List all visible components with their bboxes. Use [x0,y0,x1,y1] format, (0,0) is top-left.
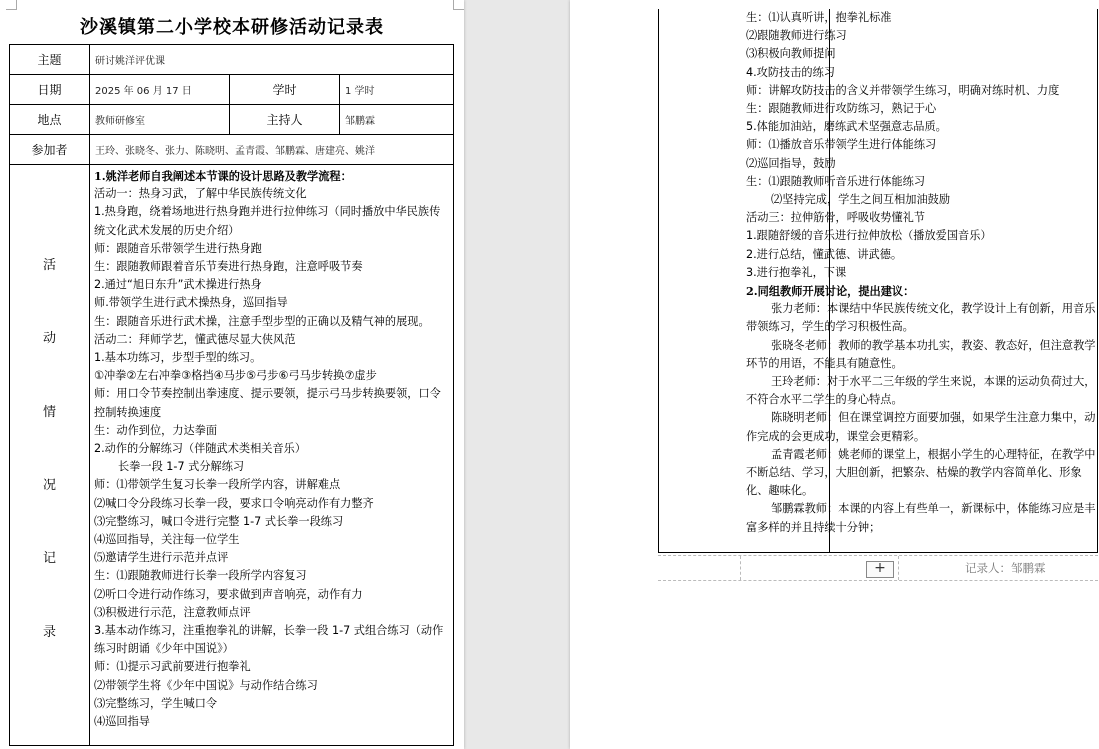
record-line: 生：跟随音乐进行武术操，注意手型步型的正确以及精气神的展现。 [94,314,430,328]
record-line: ⑶完整练习，学生喊口令 [94,696,218,710]
record-line: 生：跟随教师跟着音乐节奏进行热身跑，注意呼吸节奏 [94,260,363,274]
record-line: 1.热身跑，绕着场地进行热身跑并进行拉伸练习（同时播放中华民族传统文化武术发展的历史介绍） [94,205,441,237]
record-line: ⑸邀请学生进行示范并点评 [94,551,229,565]
record-line: 生：⑴认真听讲，抱拳礼标准 [746,11,892,24]
record-line: 2.通过“旭日东升”武术操进行热身 [94,278,262,292]
record-line: 5.体能加油站，磨练武术坚强意志品质。 [746,120,947,134]
recorder-label: 记录人：邹鹏霖 [965,561,1046,575]
host-label: 主持人 [230,105,340,135]
record-line: 1.基本功练习，步型手型的练习。 [94,351,262,365]
record-line: 张力老师：本课结中华民族传统文化，教学设计上有创新，用音乐带领练习，学生的学习积极性高。 [746,302,1096,334]
record-line: 师：跟随音乐带领学生进行热身跑 [94,241,262,255]
record-line: 孟青霞老师：姚老师的课堂上，根据小学生的心理特征，在教学中不断总结、学习，大胆创新，把繁杂、枯燥的教学内容简单化、形象化、趣味化。 [746,447,1096,498]
record-line: 师：⑴播放音乐带领学生进行体能练习 [746,138,937,152]
record-line: 师：⑴提示习武前要进行抱拳礼 [94,660,251,674]
continued-record-content[interactable] [746,9,1098,537]
record-line: 师：⑴带领学生复习长拳一段所学内容，讲解难点 [94,478,341,492]
topic-label: 主题 [10,45,90,75]
attendees-label: 参加者 [10,135,90,165]
date-label: 日期 [10,75,90,105]
place-value[interactable]: 教师研修室 [90,105,230,135]
record-line: 生：动作到位，力达拳面 [94,423,218,437]
crop-mark [6,0,17,10]
record-line: 生：⑴跟随教师听音乐进行体能练习 [746,174,926,188]
record-form-table [9,44,454,746]
add-row-button[interactable]: + [866,561,894,578]
record-line: ⑵带领学生将《少年中国说》与动作结合练习 [94,678,318,692]
record-line: ⑶积极向教师提问 [746,47,836,61]
record-line: 师.带领学生进行武术操热身，巡回指导 [94,296,288,310]
record-line: 3.基本动作练习，注重抱拳礼的讲解，长拳一段 1-7 式组合练习（动作练习时朗诵《少年中国说》） [94,624,444,656]
vertical-label-char: 动 [42,331,56,347]
vertical-label-char: 况 [42,478,56,494]
activity-record-label-cell [10,165,90,746]
record-line: 张晓冬老师：教师的教学基本功扎实，教姿、教态好，但注意教学环节的用语，不能具有随意性。 [746,338,1096,370]
record-line: ⑶完整练习，喊口令进行完整 1-7 式长拳一段练习 [94,514,344,528]
document-title: 沙溪镇第二小学校本研修活动记录表 [80,17,384,38]
document-page-1 [0,0,464,749]
table-footer-row [658,555,1098,581]
date-value[interactable]: 2025 年 06 月 17 日 [90,75,230,105]
record-line: 4.攻防技击的练习 [746,65,835,79]
record-line: ⑵听口令进行动作练习，要求做到声音响亮，动作有力 [94,587,363,601]
attendees-value[interactable]: 王玲、张晓冬、张力、陈晓明、孟青霞、邹鹏霖、唐建亮、姚洋 [90,135,454,165]
record-line: 陈晓明老师：但在课堂调控方面要加强，如果学生注意力集中，动作完成的会更成功，课堂会更精彩。 [746,411,1096,443]
record-line: 王玲老师：对于水平二三年级的学生来说，本课的运动负荷过大，不符合水平二学生的身心特点。 [746,375,1096,407]
footer-divider [740,556,741,580]
record-line: ⑵跟随教师进行练习 [746,29,847,43]
record-line: 1.跟随舒缓的音乐进行拉伸放松（播放爱国音乐） [746,229,992,243]
hours-label: 学时 [230,75,340,105]
record-line: 师：讲解攻防技击的含义并带领学生练习，明确对练时机、力度 [746,83,1060,97]
record-line: ⑷巡回指导，关注每一位学生 [94,533,240,547]
record-line: 活动一：热身习武，了解中华民族传统文化 [94,187,307,201]
record-line: ①冲拳②左右冲拳③格挡④马步⑤弓步⑥弓马步转换⑦虚步 [94,369,377,383]
document-page-2 [570,0,1099,749]
record-line: 生：⑴跟随教师进行长拳一段所学内容复习 [94,569,307,583]
record-line: 2.动作的分解练习（伴随武术类相关音乐） [94,442,307,456]
record-line: 2.进行总结，懂武德、讲武德。 [746,247,903,261]
activity-record-content[interactable] [90,165,454,746]
record-line: 生：跟随教师进行攻防练习，熟记于心 [746,102,937,116]
place-label: 地点 [10,105,90,135]
footer-divider [898,556,899,580]
record-line: 长拳一段 1-7 式分解练习 [118,460,245,474]
hours-value[interactable]: 1 学时 [340,75,454,105]
record-line: ⑵喊口令分段练习长拳一段，要求口令响亮动作有力整齐 [94,496,374,510]
record-line: ⑵坚持完成，学生之间互相加油鼓励 [771,193,951,207]
host-value[interactable]: 邹鹏霖 [340,105,454,135]
vertical-label-char: 记 [42,551,56,567]
record-line: 活动二：拜师学艺，懂武德尽显大侠风范 [94,332,296,346]
record-line: ⑵巡回指导，鼓励 [746,156,836,170]
record-line: ⑶积极进行示范，注意教师点评 [94,605,251,619]
record-line: ⑷巡回指导 [94,715,150,729]
crop-mark [453,0,464,10]
vertical-label-char: 录 [42,624,56,640]
topic-value[interactable]: 研讨姚洋评优课 [90,45,454,75]
record-line: 师：用口令节奏控制出拳速度、提示要领，提示弓马步转换要领，口令控制转换速度 [94,387,441,419]
record-line: 3.进行抱拳礼，下课 [746,265,847,279]
vertical-label-char: 活 [42,258,56,274]
record-line: 2.同组教师开展讨论，提出建议： [746,284,915,299]
vertical-label-char: 情 [42,404,56,420]
record-line: 活动三：拉伸筋骨，呼吸收势懂礼节 [746,211,926,225]
record-line: 邹鹏霖教师：本课的内容上有些单一，新课标中，体能练习应是丰富多样的并且持续十分钟； [746,502,1096,534]
record-line: 1.姚洋老师自我阐述本节课的设计思路及教学流程： [94,169,352,183]
